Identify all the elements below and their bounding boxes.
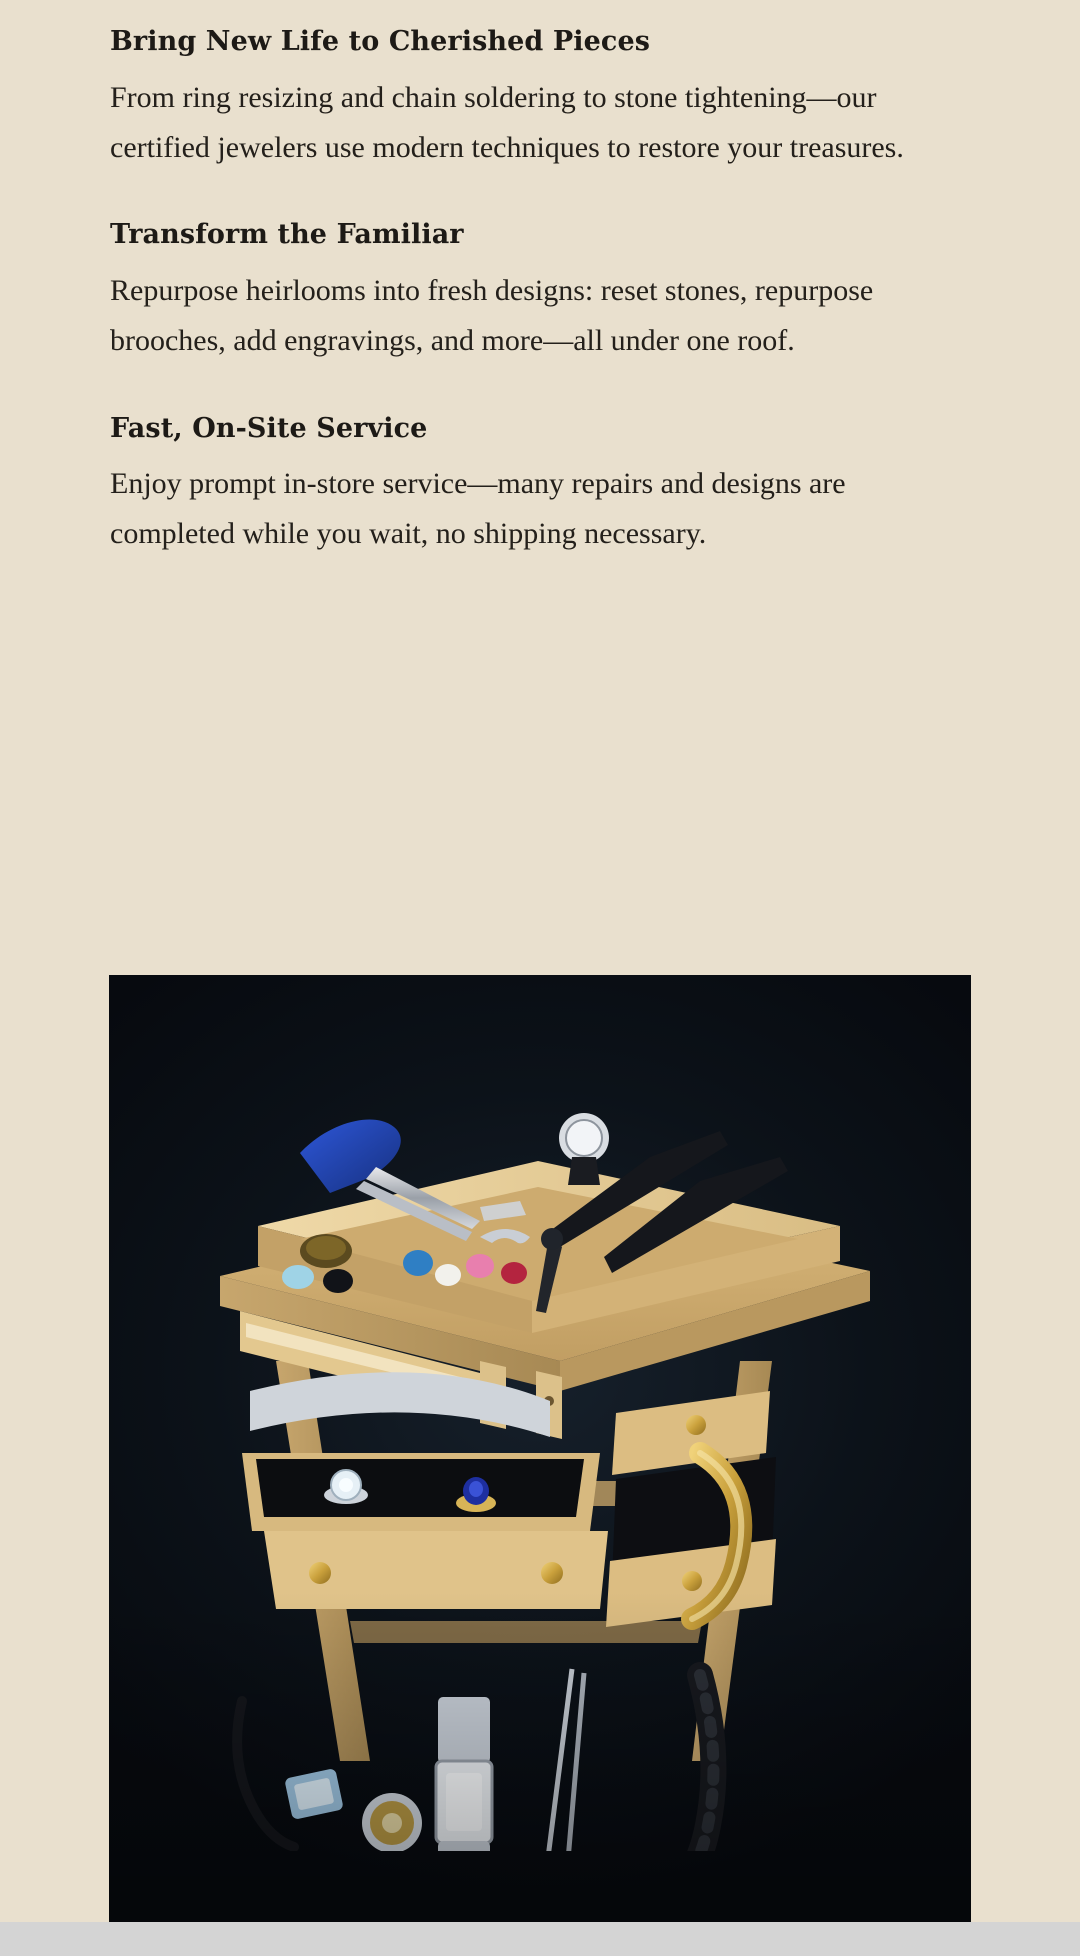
watch-strap-left xyxy=(237,1701,294,1847)
section-heading: Fast, On-Site Service xyxy=(110,412,428,444)
jewelers-bench-illustration xyxy=(180,1061,900,1851)
drawer-knob xyxy=(686,1415,706,1435)
pearl xyxy=(435,1264,461,1286)
tweezer-probe-one xyxy=(542,1669,572,1851)
gemstone-topaz xyxy=(403,1250,433,1276)
section-body: Enjoy prompt in-store service—many repairs and designs are completed while you wait, no shipping necessary. xyxy=(110,467,846,551)
section-bring-new-life xyxy=(110,22,970,173)
section-body: From ring resizing and chain soldering to stone tightening—our certified jewelers use modern techniques to restore your treasures. xyxy=(110,80,904,164)
bezel-cup xyxy=(541,1228,563,1250)
section-heading: Transform the Familiar xyxy=(110,219,464,251)
drawer-knob xyxy=(541,1562,563,1584)
gemstone-aquamarine xyxy=(282,1265,314,1289)
gemstone-ruby xyxy=(501,1262,527,1284)
section-transform-the-familiar xyxy=(110,215,970,366)
drawer-knob xyxy=(682,1571,702,1591)
floor-items xyxy=(237,1669,713,1851)
section-heading: Bring New Life to Cherished Pieces xyxy=(110,26,651,57)
article-content xyxy=(0,0,1080,560)
workbench-photo xyxy=(109,975,971,1922)
drawer-knob xyxy=(309,1562,331,1584)
section-fast-on-site-service xyxy=(110,409,970,560)
photo-background xyxy=(109,975,971,1922)
horizontal-scrollbar[interactable] xyxy=(0,1922,1080,1956)
gemstone-pink-sapphire xyxy=(466,1254,494,1278)
wristwatch-bottom xyxy=(436,1697,492,1851)
gemstone-onyx xyxy=(323,1269,353,1293)
section-body: Repurpose heirlooms into fresh designs: reset stones, repurpose brooches, add engravings, and more—all under one roof. xyxy=(110,273,874,358)
